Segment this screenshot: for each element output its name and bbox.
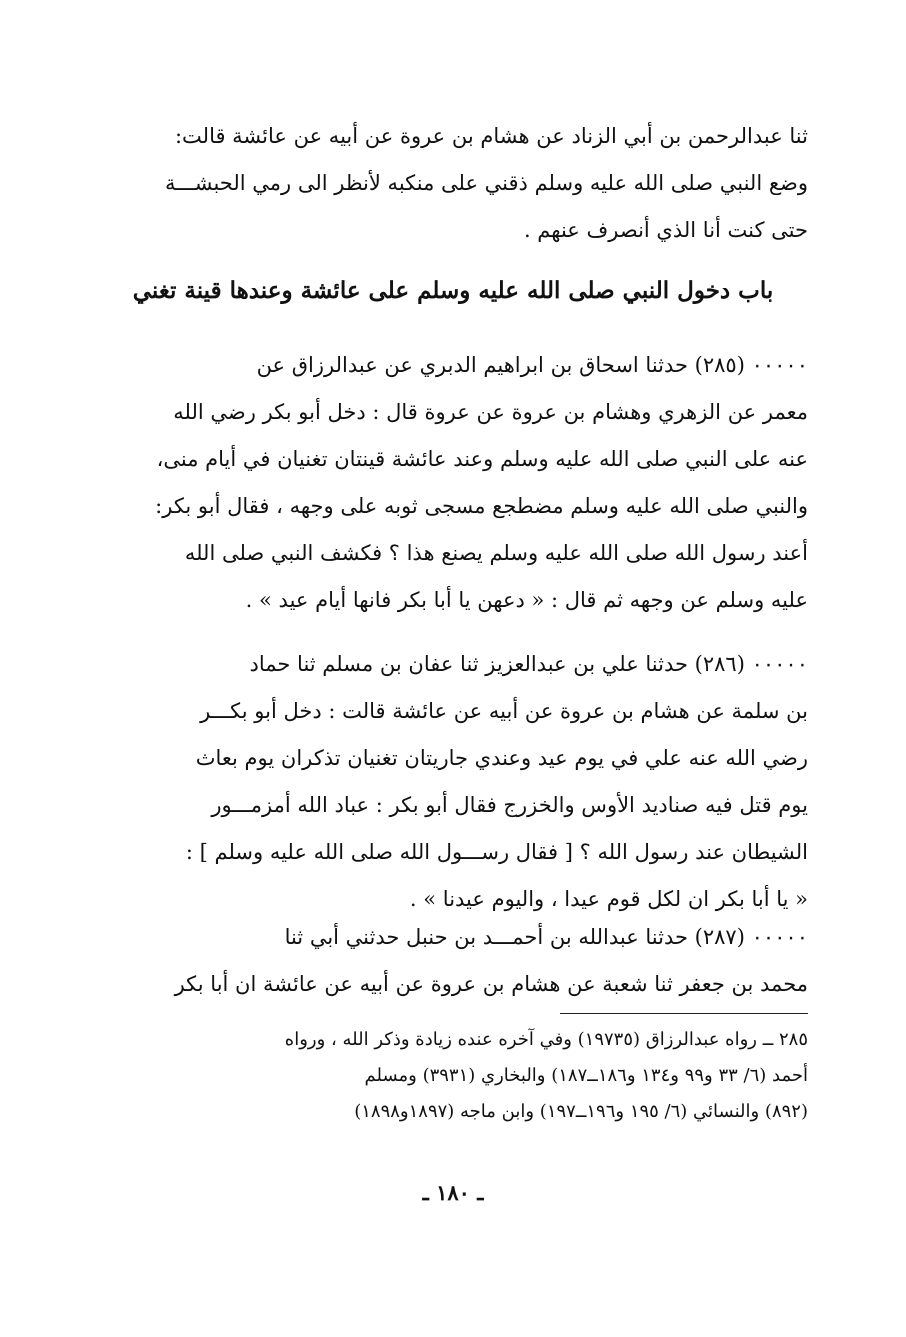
footnotes xyxy=(98,1022,808,1130)
text-line: عليه وسلم عن وجهه ثم قال : « دعهن يا أبا بكر فانها أيام عيد » . xyxy=(245,588,808,612)
intro-paragraph xyxy=(98,113,808,254)
text-line: ٠٠٠٠٠ (٢٨٦) حدثنا علي بن عبدالعزيز ثنا عفان بن مسلم ثنا حماد xyxy=(249,652,808,676)
text-line: رضي الله عنه علي في يوم عيد وعندي جاريتان تغنيان تذكران يوم بعاث xyxy=(195,746,808,770)
footnote-line: أحمد (٦/ ٣٣ و٩٩ و١٣٤ و١٨٦ــ١٨٧) والبخاري (٣٩٣١) ومسلم xyxy=(364,1065,808,1086)
text-line: ٠٠٠٠٠ (٢٨٧) حدثنا عبدالله بن أحمـــد بن حنبل حدثني أبي ثنا xyxy=(284,925,808,949)
text-line: ٠٠٠٠٠ (٢٨٥) حدثنا اسحاق بن ابراهيم الدبري عن عبدالرزاق عن xyxy=(256,353,808,377)
text-line: وضع النبي صلى الله عليه وسلم ذقني على منكبه لأنظر الى رمي الحبشـــة xyxy=(165,171,808,195)
text-line: أعند رسول الله صلى الله عليه وسلم يصنع هذا ؟ فكشف النبي صلى الله xyxy=(184,541,808,565)
text-line: الشيطان عند رسول الله ؟ [ فقال رســـول الله صلى الله عليه وسلم ] : xyxy=(185,840,808,864)
text-line: حتى كنت أنا الذي أنصرف عنهم . xyxy=(523,218,808,242)
text-line: والنبي صلى الله عليه وسلم مضطجع مسجى ثوبه على وجهه ، فقال أبو بكر: xyxy=(155,494,808,518)
hadith-287-paragraph xyxy=(98,914,808,1008)
footnote-divider xyxy=(560,1013,808,1014)
text-line: يوم قتل فيه صناديد الأوس والخزرج فقال أبو بكر : عباد الله أمزمـــور xyxy=(211,793,808,817)
chapter-heading: باب دخول النبي صلى الله عليه وسلم على عائشة وعندها قينة تغني xyxy=(132,277,774,304)
text-line: « يا أبا بكر ان لكل قوم عيدا ، واليوم عيدنا » . xyxy=(409,887,808,911)
text-line: معمر عن الزهري وهشام بن عروة عن عروة قال : دخل أبو بكر رضي الله xyxy=(173,400,808,424)
footnote-line: ٢٨٥ ــ رواه عبدالرزاق (١٩٧٣٥) وفي آخره عنده زيادة وذكر الله ، ورواه xyxy=(284,1029,808,1050)
page-number: ـ ١٨٠ ـ xyxy=(422,1180,484,1205)
hadith-285-paragraph xyxy=(98,342,808,624)
text-line: ثنا عبدالرحمن بن أبي الزناد عن هشام بن عروة عن أبيه عن عائشة قالت: xyxy=(174,124,808,148)
hadith-286-paragraph xyxy=(98,641,808,923)
footnote-line: (٨٩٢) والنسائي (٦/ ١٩٥ و١٩٦ــ١٩٧) وابن ماجه (١٨٩٧و١٨٩٨) xyxy=(354,1101,808,1122)
text-line: بن سلمة عن هشام بن عروة عن أبيه عن عائشة قالت : دخل أبو بكـــر xyxy=(200,699,808,723)
text-line: محمد بن جعفر ثنا شعبة عن هشام بن عروة عن أبيه عن عائشة ان أبا بكر xyxy=(174,972,808,996)
text-line: عنه على النبي صلى الله عليه وسلم وعند عائشة قينتان تغنيان في أيام منى، xyxy=(156,447,808,471)
